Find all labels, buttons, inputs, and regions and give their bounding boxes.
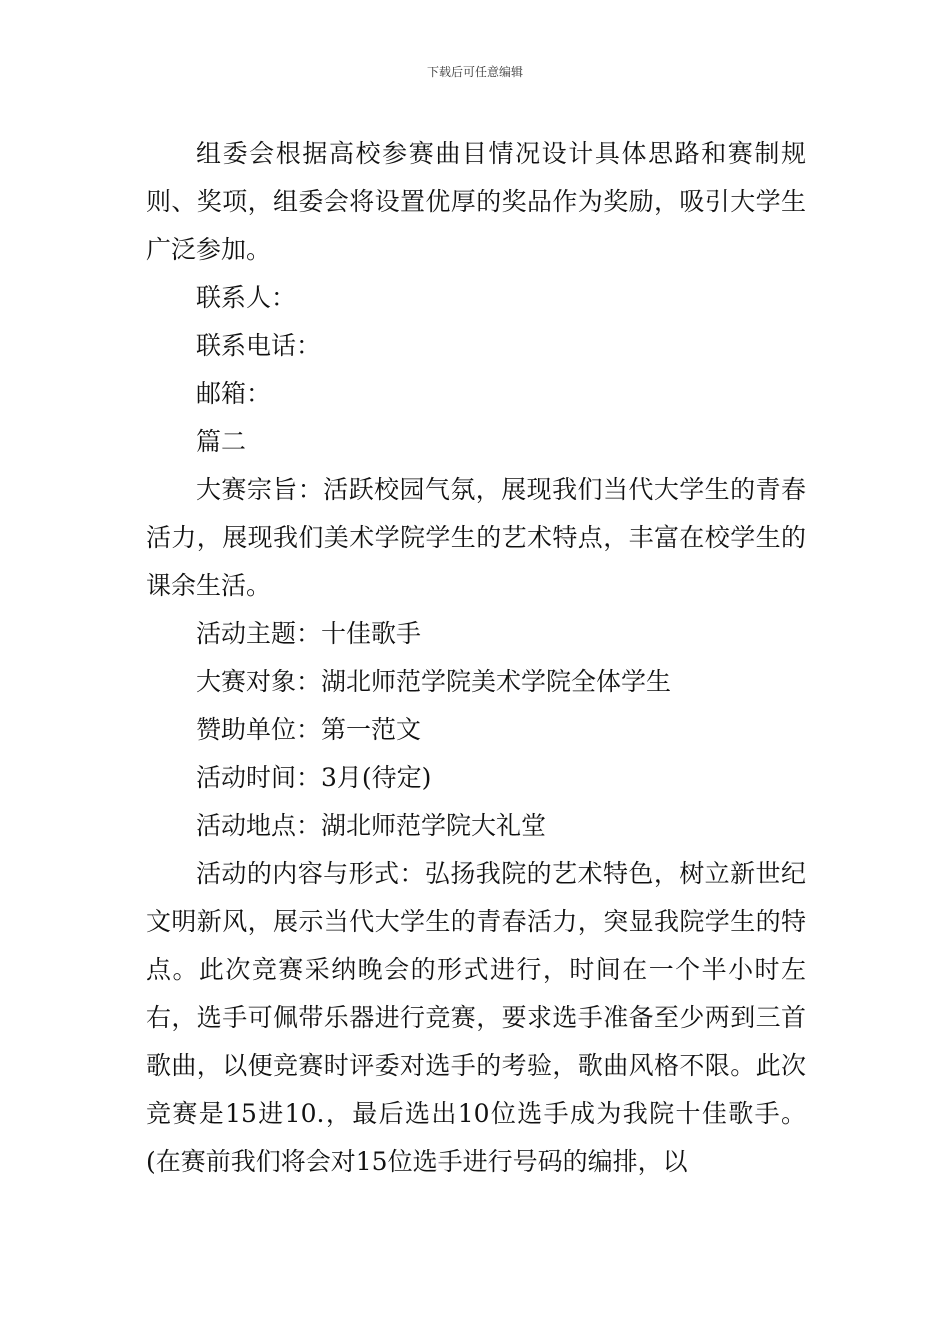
paragraph-venue: 活动地点：湖北师范学院大礼堂: [196, 811, 547, 840]
paragraph-sponsor: 赞助单位：第一范文: [196, 715, 422, 744]
paragraph-contact-person: 联系人：: [196, 283, 297, 312]
paragraph-theme: 活动主题：十佳歌手: [196, 619, 422, 648]
paragraph-content-format: 活动的内容与形式：弘扬我院的艺术特色，树立新世纪文明新风，展示当代大学生的青春活力，突显我院学生的特点。此次竞赛采纳晚会的形式进行，时间在一个半小时左右，选手可佩带乐器进行竞赛，要求选手准备至少两到三首歌曲，以便竞赛时评委对选手的考验，歌曲风格不限。此次竞赛是15进10.，最后选出10位选手成为我院十佳歌手。(在赛前我们将会对15位选手进行号码的编排，以: [146, 859, 806, 1176]
paragraph-time: 活动时间：3月(待定): [196, 763, 432, 792]
document-body: [146, 130, 806, 1186]
section-heading: 篇二: [196, 427, 247, 456]
paragraph-purpose: 大赛宗旨：活跃校园气氛，展现我们当代大学生的青春活力，展现我们美术学院学生的艺术特点，丰富在校学生的课余生活。: [146, 475, 806, 600]
paragraph-contact-phone: 联系电话：: [196, 331, 322, 360]
paragraph-audience: 大赛对象：湖北师范学院美术学院全体学生: [196, 667, 672, 696]
paragraph-rules-awards: 组委会根据高校参赛曲目情况设计具体思路和赛制规则、奖项，组委会将设置优厚的奖品作为奖励，吸引大学生广泛参加。: [146, 139, 806, 264]
paragraph-email: 邮箱：: [196, 379, 272, 408]
page-header: 下载后可任意编辑: [426, 65, 523, 79]
